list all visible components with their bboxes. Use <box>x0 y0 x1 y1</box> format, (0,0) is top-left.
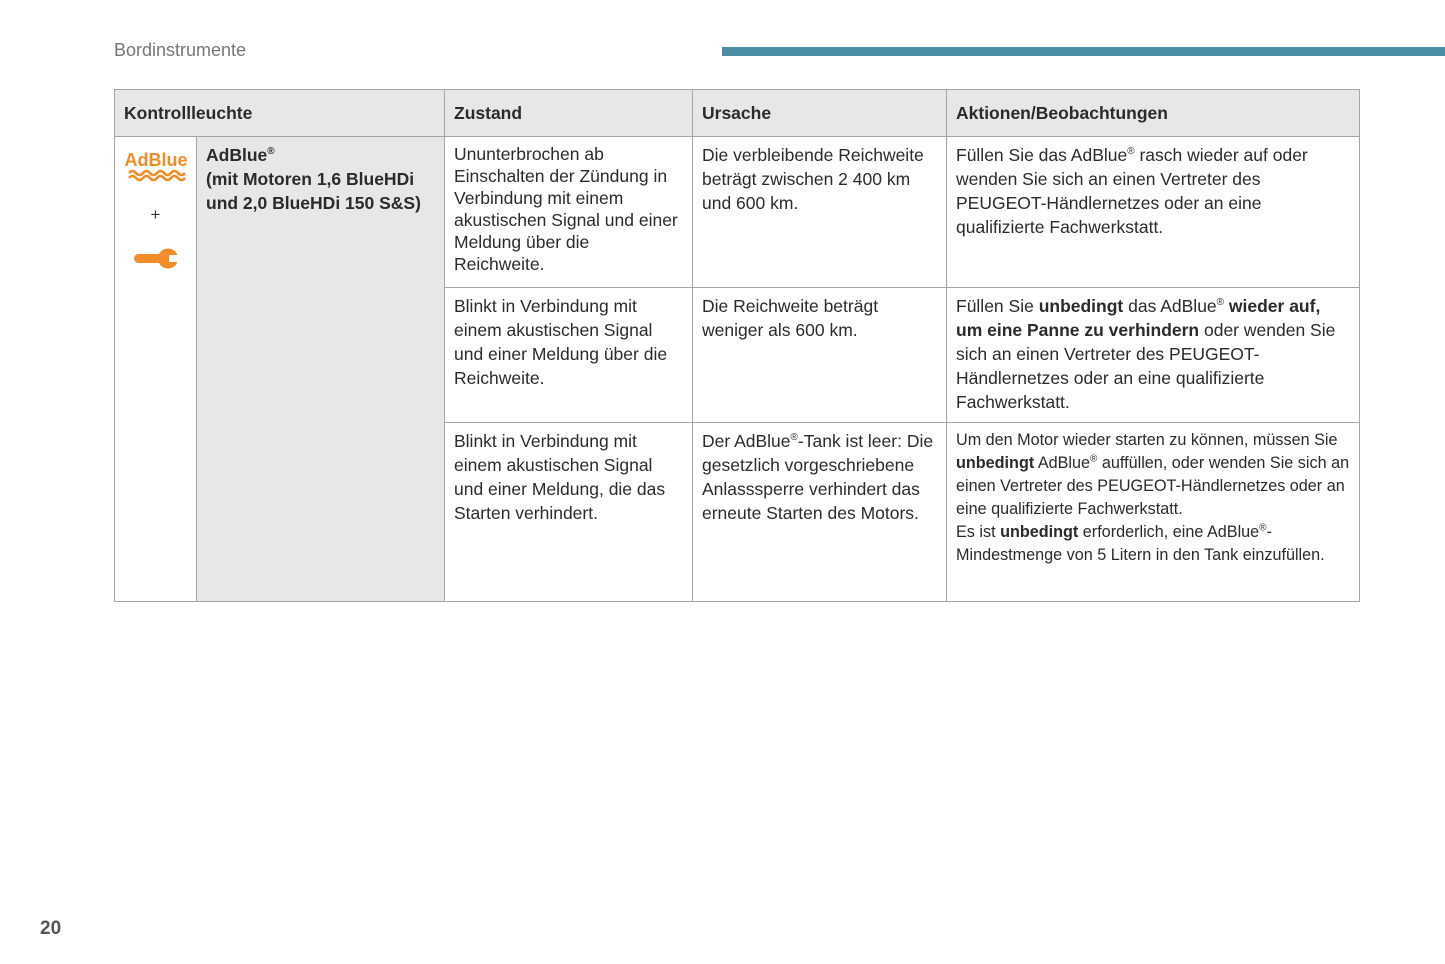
emphasis-text: unbedingt <box>1038 296 1124 316</box>
lamp-icon-cell <box>115 137 197 602</box>
column-header-state: Zustand <box>445 90 693 137</box>
state-cell: Blinkt in Verbindung mit einem akustischen Signal und einer Meldung, die das Starten verhindert. <box>445 423 693 602</box>
table-row <box>115 137 1360 288</box>
action-cell <box>947 423 1360 602</box>
action-text: oder wenden Sie sich an einen Vertreter des PEUGEOT-Händlernetzes oder an eine qualifizierte Fachwerkstatt. <box>956 320 1336 412</box>
cause-cell <box>693 423 947 602</box>
emphasis-text: unbedingt <box>956 454 1035 472</box>
emphasis-text: unbedingt <box>1000 523 1079 541</box>
section-title: Bordinstrumente <box>114 40 247 60</box>
registered-mark: ® <box>1127 146 1135 158</box>
page-number: 20 <box>40 918 62 939</box>
emphasis-text: wieder auf, um eine Panne zu verhindern <box>956 296 1321 340</box>
registered-mark: ® <box>267 146 275 158</box>
cause-cell: Die verbleibende Reichweite beträgt zwischen 2 400 km und 600 km. <box>693 137 947 288</box>
cause-text: Der AdBlue <box>702 431 791 451</box>
adblue-warning-icon <box>125 149 187 183</box>
action-text: Um den Motor wieder starten zu können, müssen Sie <box>956 431 1338 449</box>
column-header-cause: Ursache <box>693 90 947 137</box>
action-cell <box>947 288 1360 423</box>
registered-mark: ® <box>790 432 798 444</box>
registered-mark: ® <box>1259 522 1267 534</box>
table-header-row <box>115 90 1360 137</box>
action-text: Füllen Sie das AdBlue <box>956 145 1128 165</box>
action-text: auffüllen, oder wenden Sie sich an einen Vertreter des PEUGEOT-Händlernetzes oder an eine qualifizierte Fachwerkstatt. <box>956 454 1350 518</box>
plus-sign: + <box>150 205 161 224</box>
lamp-engines-line1: (mit Motoren 1,6 BlueHDi <box>206 169 415 189</box>
cause-cell: Die Reichweite beträgt weniger als 600 km. <box>693 288 947 423</box>
action-text: rasch wieder auf oder wenden Sie sich an einen Vertreter des PEUGEOT-Händlernetzes oder an eine qualifizierte Fachwerkstatt. <box>956 145 1308 237</box>
registered-mark: ® <box>1090 453 1098 465</box>
column-header-actions: Aktionen/Beobachtungen <box>947 90 1360 137</box>
lamp-name: AdBlue <box>206 145 268 165</box>
action-text: AdBlue <box>1034 454 1091 472</box>
column-header-lamp: Kontrollleuchte <box>115 90 445 137</box>
state-cell: Ununterbrochen ab Einschalten der Zündung in Verbindung mit einem akustischen Signal und einer Meldung über die Reichweite. <box>445 137 693 288</box>
action-text: erforderlich, eine AdBlue <box>1078 523 1260 541</box>
action-text: Es ist <box>956 523 1001 541</box>
adblue-icon-label: AdBlue <box>124 150 187 170</box>
state-cell: Blinkt in Verbindung mit einem akustischen Signal und einer Meldung über die Reichweite. <box>445 288 693 423</box>
warning-lamp-table <box>114 89 1360 602</box>
cause-text: -Tank ist leer: Die gesetzlich vorgeschriebene Anlasssperre verhindert das erneute Starten des Motors. <box>702 431 934 523</box>
action-text: das AdBlue <box>1123 296 1217 316</box>
lamp-name-cell <box>197 137 445 602</box>
action-text: Füllen Sie <box>956 296 1039 316</box>
accent-bar <box>722 47 1445 56</box>
wrench-icon <box>131 245 181 273</box>
action-text: -Mindestmenge von 5 Litern in den Tank einzufüllen. <box>956 523 1325 564</box>
action-cell <box>947 137 1360 288</box>
lamp-engines-line2: und 2,0 BlueHDi 150 S&S) <box>206 193 421 213</box>
registered-mark: ® <box>1216 297 1225 309</box>
